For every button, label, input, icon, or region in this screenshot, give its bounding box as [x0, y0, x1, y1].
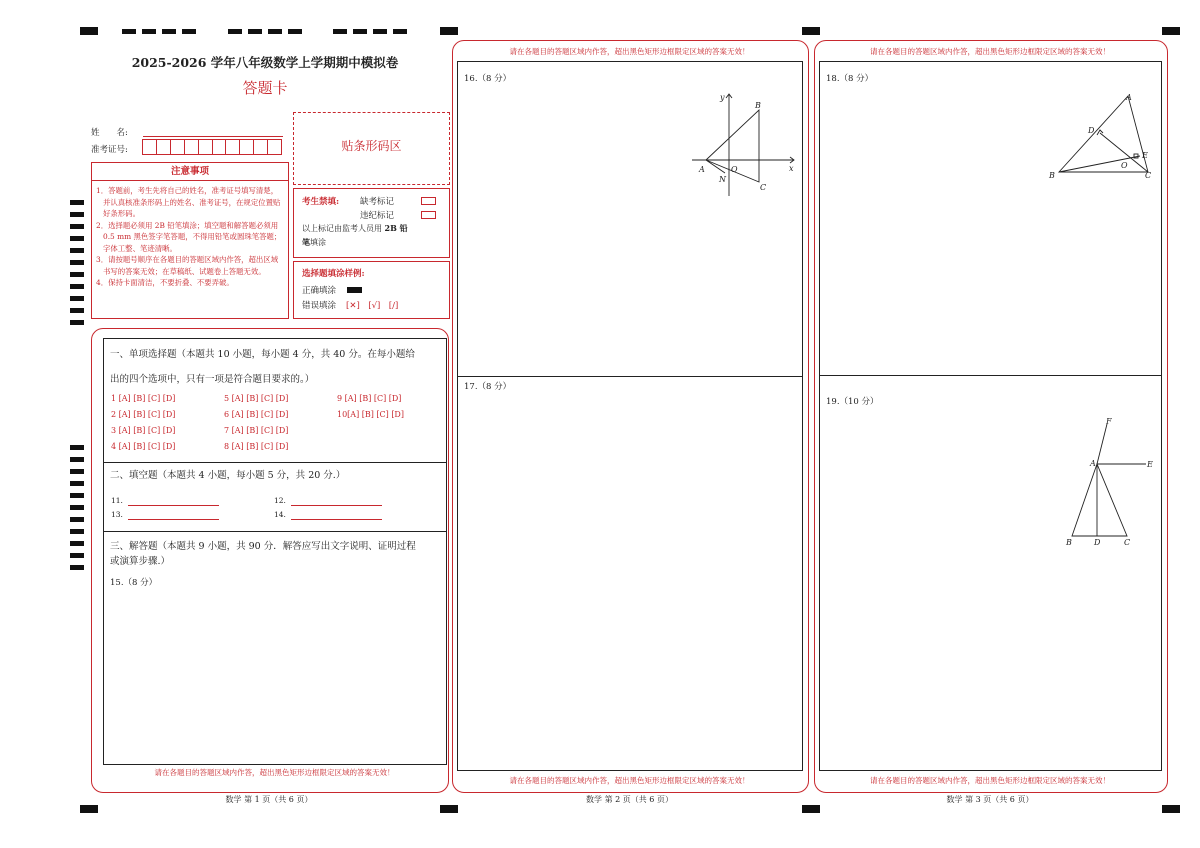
correct-fill-sample — [347, 287, 362, 293]
violation-mark-box[interactable] — [421, 211, 436, 219]
timing-mark — [80, 27, 98, 35]
point-a-label: A — [699, 165, 705, 174]
forbidden-note-text: 填涂 — [310, 238, 326, 247]
notice-item: 2．选择题必须用 2B 铅笔填涂；填空题和解答题必须用 0.5 mm 黑色签字笔答题，不得用铅笔或圆珠笔答题；字体工整、笔迹清晰。 — [96, 220, 282, 253]
barcode-label: 贴条形码区 — [341, 139, 402, 153]
wrong-marks: [✕] [√] [/] — [346, 301, 399, 311]
blank-line-12[interactable] — [291, 505, 382, 506]
choice-row[interactable]: 3 [A] [B] [C] [D] — [111, 426, 176, 435]
page-footer: 数学 第 3 页（共 6 页） — [946, 795, 1034, 804]
notice-list — [92, 181, 288, 289]
id-digit-box[interactable] — [225, 139, 240, 155]
figure-18-triangle-diagram — [1045, 88, 1163, 184]
question-18-label: 18.（8 分） — [826, 74, 874, 84]
point-e-label: E — [1142, 151, 1148, 160]
point-a-label: A — [1090, 459, 1096, 468]
timing-mark — [70, 469, 84, 474]
notice-box — [91, 162, 289, 319]
timing-mark — [1162, 805, 1180, 813]
forbidden-note-text: 以上标记由监考人员用 — [302, 224, 382, 233]
blank-number: 13. — [111, 510, 123, 519]
timing-mark — [70, 260, 84, 265]
sample-title: 选择题填涂样例: — [302, 269, 365, 279]
point-d-label: D — [1094, 538, 1101, 547]
section3-title-line2: 或演算步骤.） — [110, 556, 171, 567]
timing-mark — [802, 27, 820, 35]
section2-title: 二、填空题（本题共 4 小题，每小题 5 分，共 20 分.） — [110, 470, 346, 481]
timing-mark — [1162, 27, 1180, 35]
barcode-area — [293, 112, 450, 185]
timing-mark — [70, 445, 84, 450]
blank-line-14[interactable] — [291, 519, 382, 520]
id-digit-box[interactable] — [239, 139, 254, 155]
wrong-label: 错误填涂 — [302, 301, 337, 311]
warning-note: 请在各题目的答题区域内作答，超出黑色矩形边框限定区域的答案无效！ — [509, 776, 750, 785]
id-digit-box[interactable] — [212, 139, 227, 155]
timing-mark — [802, 805, 820, 813]
timing-mark — [70, 529, 84, 534]
id-digit-box[interactable] — [184, 139, 199, 155]
question-divider — [819, 375, 1161, 376]
id-digit-box[interactable] — [142, 139, 157, 155]
timing-mark — [440, 805, 458, 813]
timing-mark — [70, 248, 84, 253]
absent-mark-box[interactable] — [421, 197, 436, 205]
timing-mark — [70, 296, 84, 301]
timing-mark — [70, 308, 84, 313]
id-digit-boxes[interactable] — [142, 139, 282, 155]
timing-mark — [248, 29, 262, 34]
timing-mark — [70, 481, 84, 486]
timing-mark — [70, 212, 84, 217]
id-digit-box[interactable] — [170, 139, 185, 155]
choice-row[interactable]: 9 [A] [B] [C] [D] — [337, 394, 402, 403]
point-b-label: B — [755, 101, 761, 110]
timing-mark — [70, 493, 84, 498]
absent-label: 缺考标记 — [360, 197, 395, 207]
blank-number: 12. — [274, 496, 286, 505]
blank-line-11[interactable] — [128, 505, 219, 506]
timing-mark — [162, 29, 176, 34]
question-17-label: 17.（8 分） — [464, 382, 512, 392]
notice-item: 1．答题前，考生先将自己的姓名，准考证号填写清楚，并认真核准条形码上的姓名、准考证号，在规定位置贴好条形码。 — [96, 186, 281, 218]
section3-title: 三、解答题（本题共 9 小题，共 90 分．解答应写出文字说明、证明过程 — [110, 541, 416, 552]
timing-mark — [70, 457, 84, 462]
warning-note: 请在各题目的答题区域内作答，超出黑色矩形边框限定区域的答案无效！ — [509, 47, 750, 56]
blank-number: 11. — [111, 496, 123, 505]
point-b-label: B — [1066, 538, 1072, 547]
choice-row[interactable]: 10[A] [B] [C] [D] — [337, 410, 404, 419]
notice-item: 3．请按题号顺序在各题目的答题区域内作答，超出区域书写的答案无效；在草稿纸、试题卷上答题无效。 — [96, 255, 279, 276]
timing-mark — [70, 320, 84, 325]
forbidden-note-bold: 2B 铅 — [384, 223, 408, 233]
axis-y-label: y — [720, 93, 725, 102]
timing-mark — [70, 505, 84, 510]
forbidden-title: 考生禁填: — [302, 197, 340, 207]
choice-row[interactable]: 2 [A] [B] [C] [D] — [111, 410, 176, 419]
point-b-label: B — [1049, 171, 1055, 180]
point-o-label: O — [1121, 161, 1128, 170]
timing-mark — [70, 236, 84, 241]
name-field[interactable] — [143, 136, 283, 137]
blank-line-13[interactable] — [128, 519, 219, 520]
forbidden-note — [302, 223, 408, 234]
figure-19-triangle-diagram — [1060, 412, 1164, 552]
question-divider — [457, 376, 802, 377]
timing-mark — [228, 29, 242, 34]
id-label: 准考证号: — [91, 145, 128, 155]
timing-mark — [70, 272, 84, 277]
id-digit-box[interactable] — [198, 139, 213, 155]
axis-x-label: x — [789, 164, 794, 173]
correct-label: 正确填涂 — [302, 286, 337, 296]
warning-note: 请在各题目的答题区域内作答，超出黑色矩形边框限定区域的答案无效！ — [154, 768, 395, 777]
point-o-label: O — [731, 165, 738, 174]
name-label: 姓 名: — [91, 128, 128, 138]
timing-mark — [288, 29, 302, 34]
timing-mark — [122, 29, 136, 34]
point-e-label: E — [1147, 460, 1153, 469]
id-digit-box[interactable] — [267, 139, 282, 155]
timing-mark — [333, 29, 347, 34]
timing-mark — [268, 29, 282, 34]
timing-mark — [80, 805, 98, 813]
warning-note: 请在各题目的答题区域内作答，超出黑色矩形边框限定区域的答案无效！ — [870, 776, 1110, 785]
point-a-label: A — [1126, 93, 1132, 102]
forbidden-note-line2 — [302, 237, 326, 248]
forbidden-note-bold: 笔 — [302, 237, 310, 247]
timing-mark — [393, 29, 407, 34]
blank-number: 14. — [274, 510, 286, 519]
violation-label: 违纪标记 — [360, 211, 395, 221]
question-19-label: 19.（10 分） — [826, 397, 879, 407]
id-digit-box[interactable] — [253, 139, 268, 155]
timing-mark — [70, 224, 84, 229]
point-f-label: F — [1106, 417, 1112, 426]
figure-16-coordinate-diagram — [688, 88, 800, 200]
timing-mark — [70, 517, 84, 522]
id-digit-box[interactable] — [156, 139, 171, 155]
timing-mark — [70, 200, 84, 205]
choice-row[interactable]: 6 [A] [B] [C] [D] — [224, 410, 289, 419]
timing-mark — [440, 27, 458, 35]
point-n-label: N — [719, 175, 726, 184]
point-c-label: C — [760, 183, 767, 192]
section1-title: 一、单项选择题（本题共 10 小题，每小题 4 分，共 40 分。在每小题给 — [110, 349, 415, 360]
question-16-label: 16.（8 分） — [464, 74, 512, 84]
section-divider — [103, 462, 446, 463]
warning-note: 请在各题目的答题区域内作答，超出黑色矩形边框限定区域的答案无效！ — [870, 47, 1110, 56]
timing-mark — [182, 29, 196, 34]
section-divider — [103, 531, 446, 532]
timing-mark — [70, 553, 84, 558]
timing-mark — [70, 565, 84, 570]
notice-item: 4．保持卡面清洁，不要折叠、不要弄破。 — [96, 278, 234, 287]
timing-mark — [70, 541, 84, 546]
choice-row[interactable]: 4 [A] [B] [C] [D] — [111, 442, 176, 451]
forbidden-box — [293, 188, 450, 258]
point-d-label: D — [1088, 126, 1095, 135]
timing-mark — [353, 29, 367, 34]
timing-mark — [70, 284, 84, 289]
sample-box — [293, 261, 450, 319]
choice-row[interactable]: 5 [A] [B] [C] [D] — [224, 394, 289, 403]
timing-mark — [142, 29, 156, 34]
notice-title: 注意事项 — [92, 163, 288, 181]
page-footer: 数学 第 2 页（共 6 页） — [586, 795, 673, 804]
page-title: 2025-2026 学年八年级数学上学期期中模拟卷 — [131, 55, 399, 70]
point-c-label: C — [1124, 538, 1131, 547]
card-subtitle: 答题卡 — [242, 79, 288, 97]
choice-row[interactable]: 7 [A] [B] [C] [D] — [224, 426, 289, 435]
page-footer: 数学 第 1 页（共 6 页） — [225, 795, 313, 804]
choice-row[interactable]: 1 [A] [B] [C] [D] — [111, 394, 176, 403]
timing-mark — [373, 29, 387, 34]
section1-title-line2: 出的四个选项中，只有一项是符合题目要求的。） — [110, 374, 315, 385]
point-c-label: C — [1145, 171, 1152, 180]
choice-row[interactable]: 8 [A] [B] [C] [D] — [224, 442, 289, 451]
question-15-label: 15.（8 分） — [110, 578, 158, 588]
